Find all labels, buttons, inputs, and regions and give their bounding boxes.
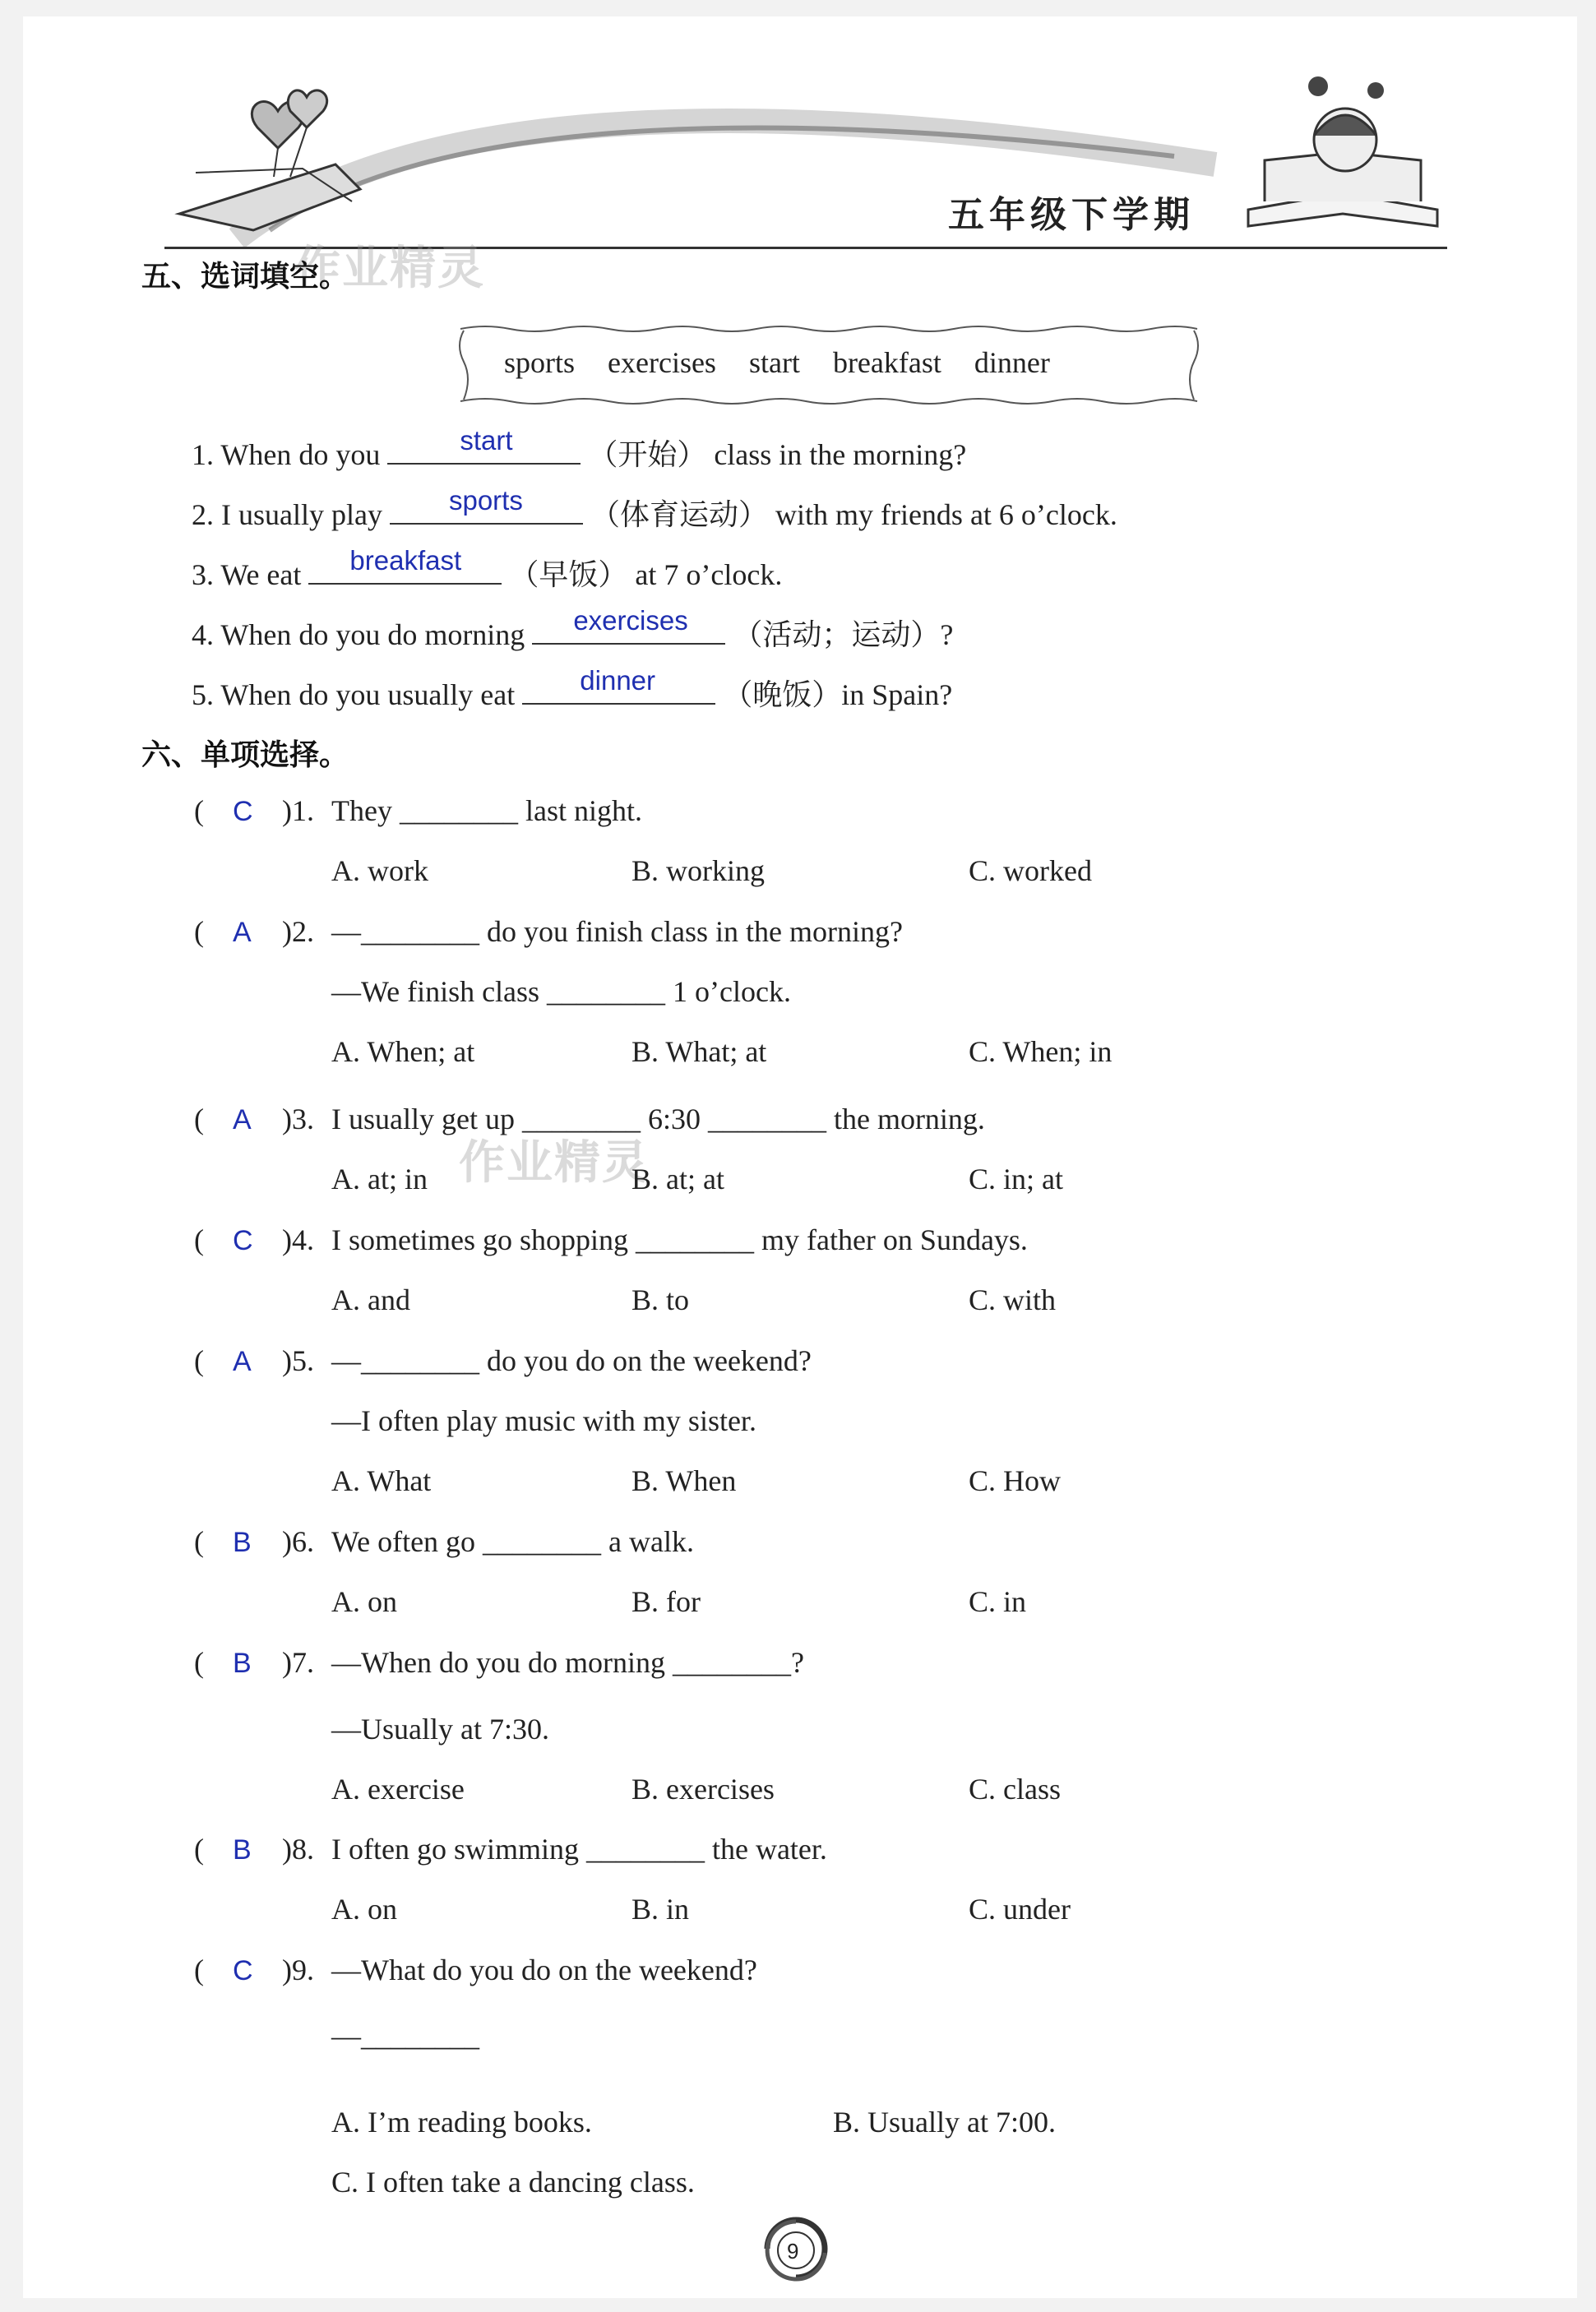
option: A. When; at xyxy=(331,1035,475,1068)
option: A. and xyxy=(331,1283,410,1316)
option: B. What; at xyxy=(631,1035,767,1068)
word-box-word: dinner xyxy=(974,346,1050,379)
answer-blank[interactable] xyxy=(387,425,581,465)
option: C. in xyxy=(969,1585,1027,1618)
option: C. How xyxy=(969,1464,1062,1497)
question-stem: I usually get up ________ 6:30 ________ the morning. xyxy=(331,1103,985,1135)
fill-item: 5. When do you usually eat dinner （晚饭）in Spain? xyxy=(192,665,953,711)
question-reply: —We finish class ________ 1 o’clock. xyxy=(331,975,792,1008)
choice-answer: B xyxy=(233,1648,252,1679)
option: A. exercise xyxy=(331,1773,465,1806)
question-stem: I sometimes go shopping ________ my father on Sundays. xyxy=(331,1223,1028,1256)
question-number: )1. xyxy=(282,794,314,827)
question-number: ( xyxy=(194,794,204,827)
word-box-word: sports xyxy=(504,346,576,379)
option: A. work xyxy=(331,854,428,887)
answer-blank[interactable] xyxy=(522,665,715,705)
option: B. at; at xyxy=(631,1163,724,1195)
question-reply: —Usually at 7:30. xyxy=(331,1713,549,1746)
watermark: 作业精灵 xyxy=(294,242,485,295)
handwritten-answer: sports xyxy=(448,485,523,516)
choice-answer: B xyxy=(233,1527,252,1558)
grade-title: 五年级下学期 xyxy=(948,194,1195,236)
option: B. for xyxy=(631,1585,701,1618)
question-stem: I often go swimming ________ the water. xyxy=(331,1833,827,1866)
fill-item: 2. I usually play sports （体育运动） with my friends at 6 o’clock. xyxy=(192,485,1117,531)
option: C. in; at xyxy=(969,1163,1063,1195)
hearts-icon xyxy=(233,82,348,181)
fill-item: 3. We eat breakfast （早饭） at 7 o’clock. xyxy=(192,545,783,591)
option: B. exercises xyxy=(631,1773,775,1806)
answer-blank[interactable] xyxy=(532,605,725,645)
fill-item: 1. When do you start （开始） class in the morning? xyxy=(192,425,967,471)
option: A. I’m reading books. xyxy=(331,2106,592,2139)
handwritten-answer: start xyxy=(460,425,513,455)
word-box-word: exercises xyxy=(608,346,716,379)
answer-blank[interactable] xyxy=(308,545,502,585)
fill-item: 4. When do you do morning exercises （活动；运动）? xyxy=(192,605,954,651)
watermark: 作业精灵 xyxy=(459,1136,650,1190)
option: B. in xyxy=(631,1893,690,1926)
choice-answer: A xyxy=(233,917,252,948)
answer-blank[interactable] xyxy=(390,485,583,525)
option: B. Usually at 7:00. xyxy=(833,2106,1056,2139)
choice-answer: A xyxy=(233,1346,252,1377)
option: C. under xyxy=(969,1893,1071,1926)
question-reply: —________ xyxy=(331,2019,479,2052)
option: C. class xyxy=(969,1773,1061,1806)
question-stem: —________ do you do on the weekend? xyxy=(331,1344,812,1377)
option: C. worked xyxy=(969,854,1092,887)
word-box-word: breakfast xyxy=(832,346,941,379)
handwritten-answer: exercises xyxy=(573,605,688,636)
option: C. with xyxy=(969,1283,1057,1316)
page-number: 9 xyxy=(787,2239,799,2263)
choice-answer: C xyxy=(233,796,253,827)
option: B. working xyxy=(631,854,765,887)
question-stem: They ________ last night. xyxy=(331,794,642,827)
question-stem: —________ do you finish class in the morning? xyxy=(331,915,903,948)
question-stem: —When do you do morning ________? xyxy=(331,1646,804,1679)
option: A. on xyxy=(331,1585,397,1618)
choice-answer: C xyxy=(233,1955,253,1986)
section6-title: 六、单项选择。 xyxy=(141,738,349,772)
section5-title: 五、选词填空。 xyxy=(141,260,349,294)
choice-answer: A xyxy=(233,1104,252,1135)
choice-answer: C xyxy=(233,1225,253,1256)
girl-reading-book-icon xyxy=(1240,62,1446,234)
option: A. on xyxy=(331,1893,397,1926)
option: B. to xyxy=(631,1283,690,1316)
word-box xyxy=(504,345,1050,380)
question-reply: —I often play music with my sister. xyxy=(331,1404,756,1437)
option: C. I often take a dancing class. xyxy=(331,2166,695,2199)
handwritten-answer: breakfast xyxy=(349,545,462,576)
question-stem: —What do you do on the weekend? xyxy=(331,1954,757,1986)
option: C. When; in xyxy=(969,1035,1113,1068)
option: B. When xyxy=(631,1464,737,1497)
choice-answer: B xyxy=(233,1834,252,1866)
handwritten-answer: dinner xyxy=(580,665,656,696)
option: A. What xyxy=(331,1464,432,1497)
worksheet-page: 五年级下学期 作业精灵 作业精灵 五、选词填空。 sports exercises start breakfast dinner 1. When do you start （开始） class in the morning? 2. I usually play sports （体育运动） with my friends at 6 o’clock. 3. We eat breakfast （早饭） at 7 o’clock. 4. When do you do morning exercises （活动；运动）? 5. When do you usually eat dinner （晚饭）in Spain? 六、单项选择。 ( C )1. They ________ last night. A. work B. working C. worked ( A )2. —________ do you finish class in the morning? —We finish class ________ 1 o’clock. A. When; at B. What; at C. When; in ( A )3. I usually get up ________ 6:30 ________ the morning. A. at; in B. at; at C. in; at ( C )4. I sometimes go shopping ________ my father on Sundays. A. and B. to C. with ( A )5. —________ do you do on the weekend? —I often play music with my sister. A. What B. When C. How ( B )6. We often go ________ a walk. A. on B. for C. in ( B )7. —When do you do morning ________? —Usually at 7:30. A. exercise B. exercises C. class ( B )8. I often go swimming ________ the water. A. on B. in C. under ( C )9. —What do you do on the weekend? —________ A. I’m reading books. B. Usually at 7:00. C. I often take a dancing class. 9 xyxy=(23,16,1577,2298)
question-stem: We often go ________ a walk. xyxy=(331,1525,694,1558)
option: A. at; in xyxy=(331,1163,428,1195)
word-box-word: start xyxy=(748,346,800,379)
